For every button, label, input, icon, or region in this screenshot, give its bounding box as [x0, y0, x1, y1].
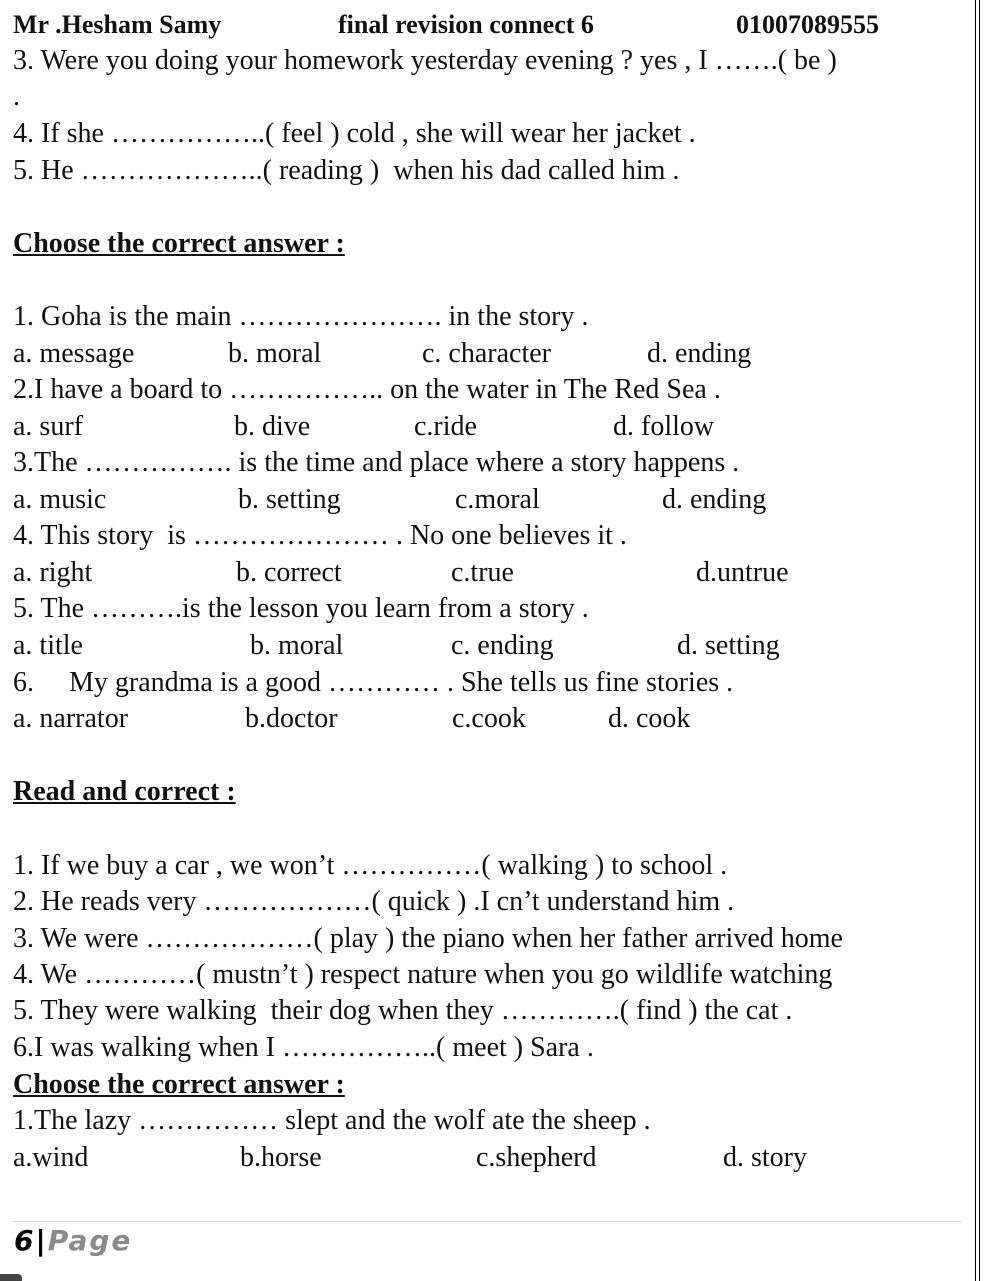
question-line: 5. He ………………..( reading ) when his dad called him . [13, 155, 680, 186]
option-b: b. setting [238, 484, 341, 515]
question-line: 1. Goha is the main …………………. in the story . [13, 301, 589, 332]
corner-mark [0, 1274, 22, 1281]
option-a: a. message [13, 338, 135, 369]
question-line: . [13, 81, 20, 112]
question-line: 6.I was walking when I ……………..( meet ) Sara . [13, 1032, 594, 1063]
question-line: 3. Were you doing your homework yesterday evening ? yes , I …….( be ) [13, 45, 837, 76]
section-heading: Choose the correct answer : [13, 1069, 345, 1100]
footer-separator: | [35, 1224, 46, 1257]
option-d: d. ending [647, 338, 752, 369]
question-line: 2. He reads very ………………( quick ) .I cn’t understand him . [13, 886, 735, 917]
option-b: b.horse [240, 1142, 322, 1173]
question-line: 3.The ……………. is the time and place where a story happens . [13, 447, 740, 478]
option-b: b. moral [250, 630, 344, 661]
footer-divider [13, 1221, 961, 1222]
option-b: b.doctor [245, 703, 338, 734]
question-line: 2.I have a board to …………….. on the water in The Red Sea . [13, 374, 721, 405]
question-line: 6. My grandma is a good ………… . She tells us fine stories . [13, 667, 734, 698]
option-d: d.untrue [696, 557, 789, 588]
page-footer [14, 1223, 132, 1259]
option-d: d. story [723, 1142, 807, 1173]
section-heading: Choose the correct answer : [13, 228, 345, 259]
option-d: d. ending [662, 484, 767, 515]
question-line: 1. If we buy a car , we won’t ……………( walking ) to school . [13, 850, 728, 881]
option-d: d. setting [677, 630, 780, 661]
question-line: 3. We were ………………( play ) the piano when her father arrived home [13, 923, 843, 954]
option-a: a. narrator [13, 703, 129, 734]
option-c: c.shepherd [476, 1142, 597, 1173]
page-label: Page [47, 1224, 133, 1257]
question-line: 5. They were walking their dog when they ………….( find ) the cat . [13, 995, 793, 1026]
teacher-name: Mr .Hesham Samy [13, 10, 222, 39]
option-c: c.true [451, 557, 514, 588]
option-a: a. title [13, 630, 83, 661]
option-c: c.cook [452, 703, 526, 734]
option-a: a. right [13, 557, 93, 588]
question-line: 4. We …………( mustn’t ) respect nature when you go wildlife watching [13, 959, 833, 990]
question-line: 1.The lazy …………… slept and the wolf ate the sheep . [13, 1105, 651, 1136]
phone-number: 01007089555 [736, 10, 879, 39]
page-number: 6 [14, 1224, 34, 1257]
option-b: b. correct [236, 557, 342, 588]
option-c: c. character [422, 338, 551, 369]
section-heading: Read and correct : [13, 776, 236, 807]
option-a: a. surf [13, 411, 83, 442]
option-d: d. cook [608, 703, 691, 734]
question-line: 5. The ……….is the lesson you learn from a story . [13, 593, 589, 624]
option-a: a. music [13, 484, 107, 515]
option-c: c. ending [451, 630, 554, 661]
document-title: final revision connect 6 [338, 10, 594, 39]
option-d: d. follow [613, 411, 715, 442]
option-c: c.moral [455, 484, 540, 515]
page-border-inner [975, 0, 976, 1281]
option-c: c.ride [414, 411, 477, 442]
option-b: b. moral [228, 338, 322, 369]
page-border [979, 0, 981, 1281]
question-line: 4. If she ……………..( feel ) cold , she will wear her jacket . [13, 118, 696, 149]
option-b: b. dive [234, 411, 311, 442]
option-a: a.wind [13, 1142, 89, 1173]
question-line: 4. This story is ………………… . No one believes it . [13, 520, 627, 551]
